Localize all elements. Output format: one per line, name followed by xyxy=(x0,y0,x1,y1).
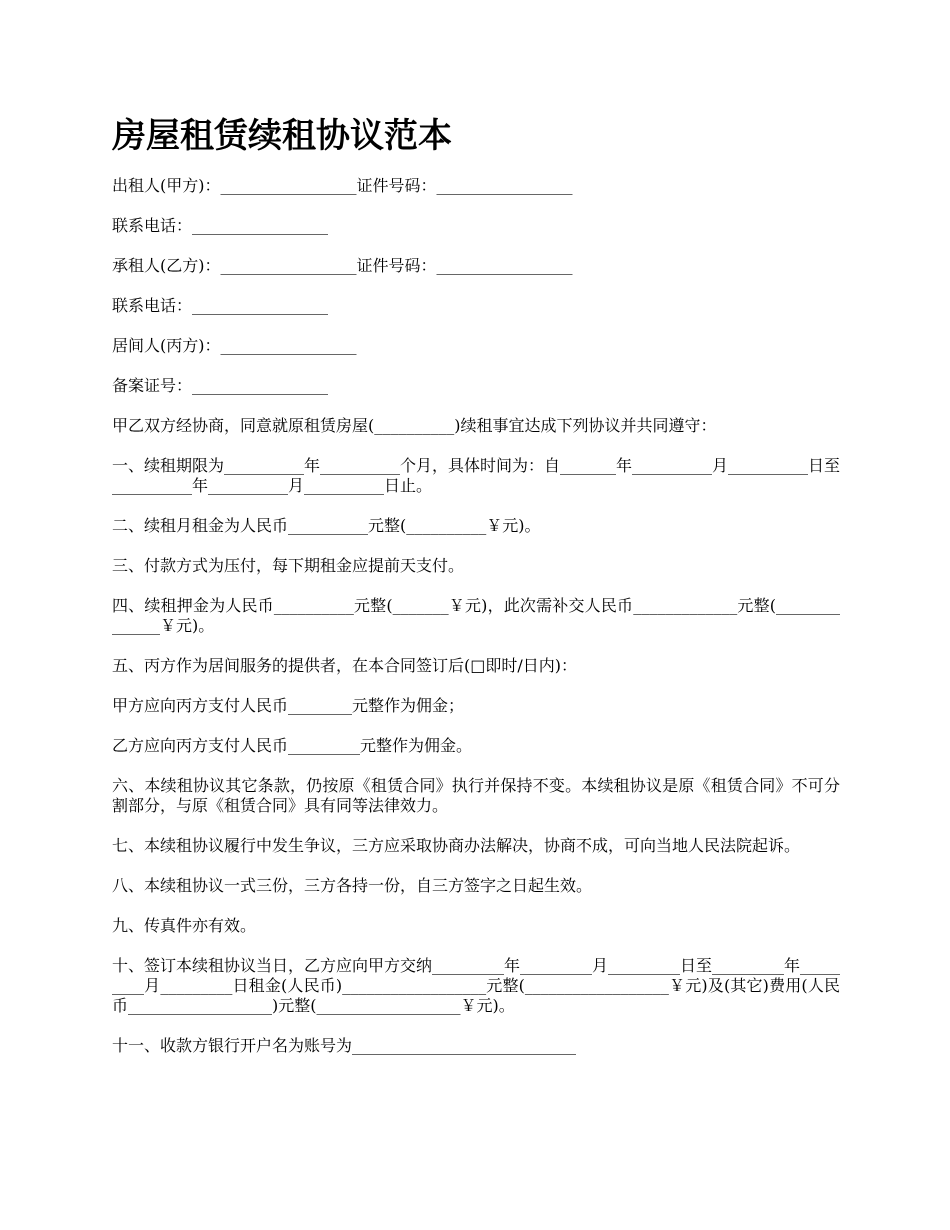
document-title: 房屋租赁续租协议范本 xyxy=(112,116,452,156)
lessor-phone-line: 联系电话：_________________ xyxy=(112,216,329,235)
clause-4-deposit: 四、续租押金为人民币__________元整(_______￥元)，此次需补交人民币_____________元整(______________￥元)。 xyxy=(112,596,840,635)
clause-11-bank-account: 十一、收款方银行开户名为账号为____________________________ xyxy=(112,1036,577,1055)
clause-5-party-b-commission: 乙方应向丙方支付人民币_________元整作为佣金。 xyxy=(112,736,473,755)
clause-5-party-a-commission: 甲方应向丙方支付人民币________元整作为佣金； xyxy=(112,696,465,715)
clause-8-copies: 八、本续租协议一式三份，三方各持一份，自三方签字之日起生效。 xyxy=(112,876,593,895)
clause-3-payment: 三、付款方式为压付，每下期租金应提前天支付。 xyxy=(112,556,465,575)
document-page xyxy=(112,110,840,1076)
lessee-line: 承租人(乙方)：_________________证件号码：_________________ xyxy=(112,256,573,275)
registration-number-line: 备案证号：_________________ xyxy=(112,376,329,395)
clause-1-term: 一、续租期限为__________年__________个月，具体时间为：自_______年__________月__________日至__________年__________月__________日止。 xyxy=(112,456,841,495)
clause-9-fax: 九、传真件亦有效。 xyxy=(112,916,257,935)
lessee-phone-line: 联系电话：_________________ xyxy=(112,296,329,315)
clause-6-other-terms: 六、本续租协议其它条款，仍按原《租赁合同》执行并保持不变。本续租协议是原《租赁合同》不可分割部分，与原《租赁合同》具有同等法律效力。 xyxy=(112,776,840,815)
lessor-line: 出租人(甲方)：_________________证件号码：_________________ xyxy=(112,176,573,195)
clause-7-disputes: 七、本续租协议履行中发生争议，三方应采取协商办法解决，协商不成，可向当地人民法院起诉。 xyxy=(112,836,801,855)
clause-10-payment-on-signing: 十、签订本续租协议当日，乙方应向甲方交纳_________年_________月_________日至_________年_________月_________日租金(人民币)__________________元整(__________________￥元)及(其它)费用(人民币__________________)元整(__________________￥元)。 xyxy=(112,956,841,1015)
agreement-intro: 甲乙双方经协商，同意就原租赁房屋(__________)续租事宜达成下列协议并共同遵守： xyxy=(112,416,717,435)
clause-5-intermediary: 五、丙方作为居间服务的提供者，在本合同签订后(□即时/日内)： xyxy=(112,656,577,675)
clause-2-rent: 二、续租月租金为人民币__________元整(__________￥元)。 xyxy=(112,516,541,535)
intermediary-line: 居间人(丙方)：_________________ xyxy=(112,336,357,355)
